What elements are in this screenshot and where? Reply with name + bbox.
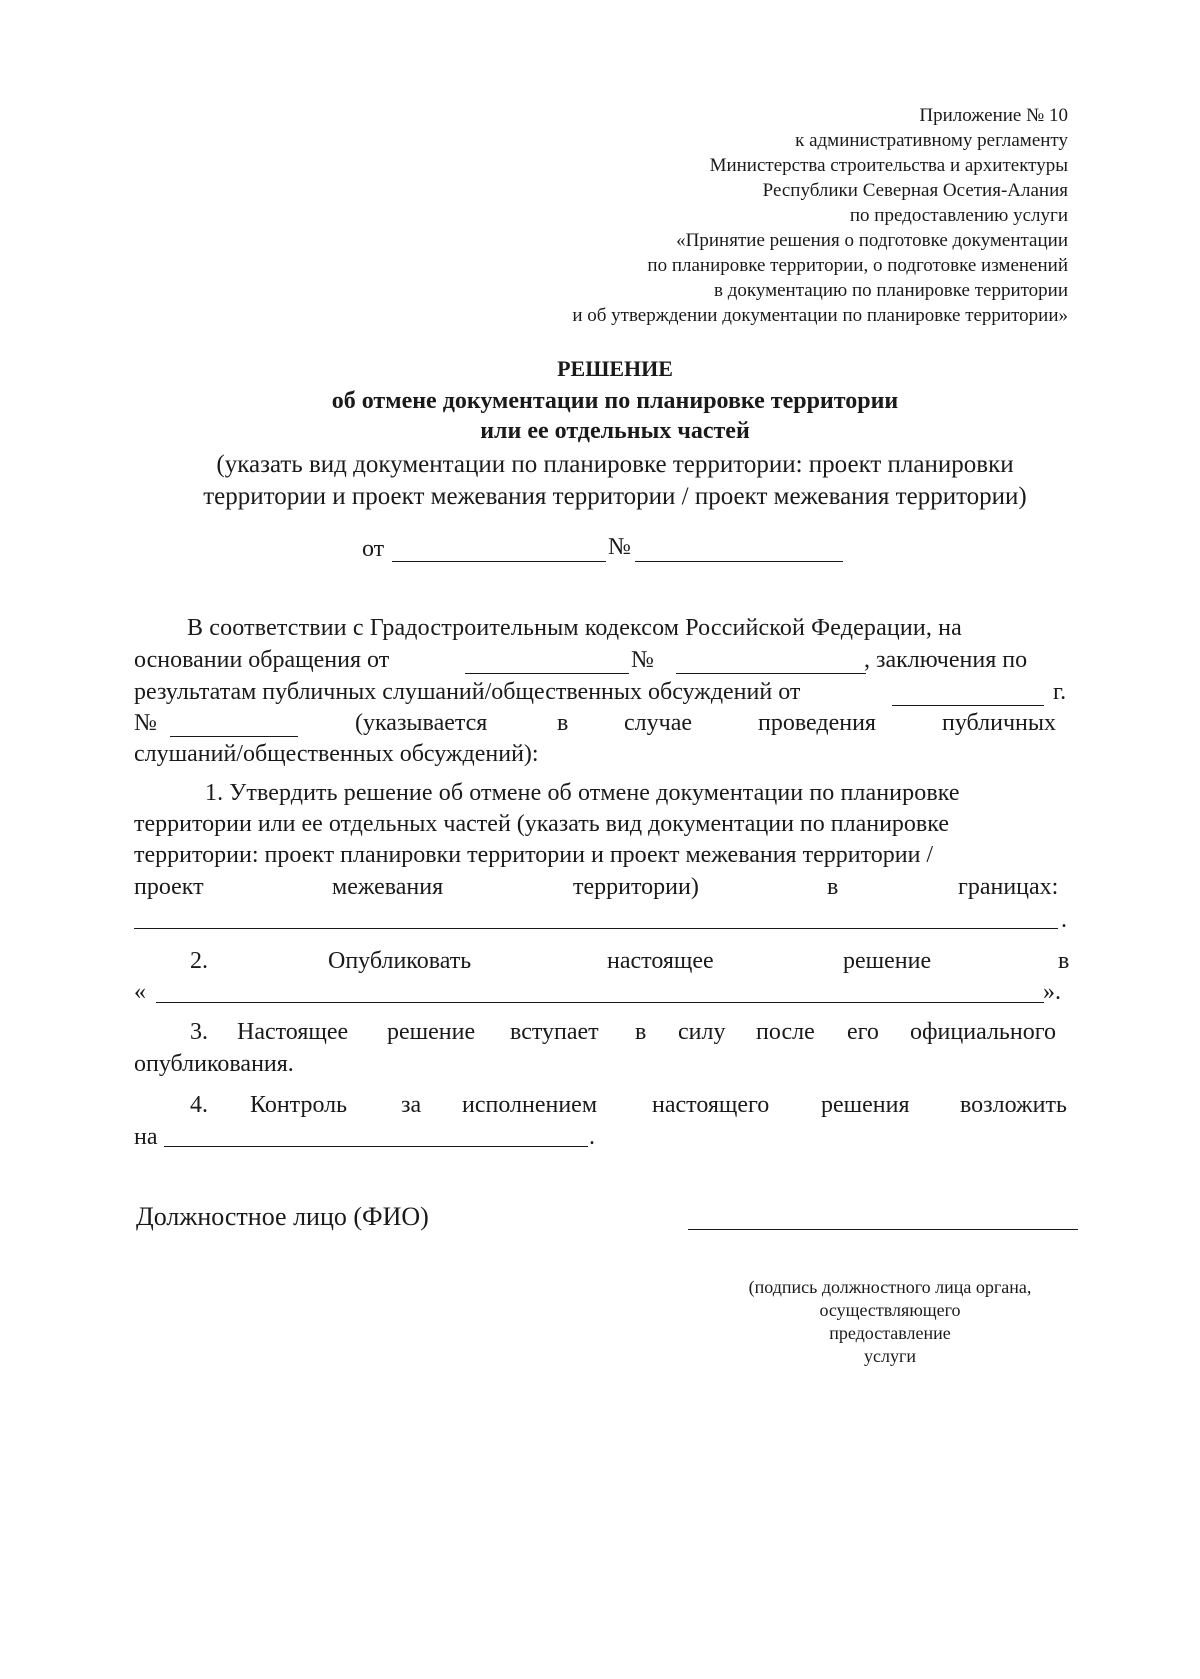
item-4-word-4: настоящего [652,1092,770,1118]
preamble-line-4c: в [557,710,569,736]
item-2-word-2: настоящее [607,948,714,974]
item-3-word-2: решение [387,1019,476,1045]
boundaries-blank[interactable] [134,928,1058,929]
item-1-line-4e: границах: [958,874,1059,900]
preamble-line-2c: , заключения по [864,647,1028,673]
document-subtitle-2: или ее отдельных частей [480,418,750,444]
appendix-line-4: Республики Северная Осетия-Алания [762,180,1068,201]
item-4-word-1: Контроль [250,1092,348,1118]
item-3-word-8: официального [910,1019,1056,1045]
number-label: № [608,534,631,560]
signature-caption-1: (подпись должностного лица органа, [748,1277,1032,1297]
document-note-2: территории и проект межевания территории / проект межевания территории) [203,483,1027,510]
appendix-line-6: «Принятие решения о подготовке документации [676,230,1068,251]
number-blank[interactable] [635,561,843,562]
item-3-line-2: опубликования. [134,1051,294,1077]
item-3-number: 3. [190,1019,208,1045]
document-title: РЕШЕНИЕ [557,356,673,381]
item-4-number: 4. [190,1092,208,1118]
item-4-word-6: возложить [960,1092,1067,1118]
item-1-line-1: 1. Утвердить решение об отмене об отмене документации по планировке [205,780,960,806]
date-from-label: от [362,536,385,562]
appendix-line-2: к административному регламенту [795,130,1068,151]
item-4-word-5: решения [821,1092,910,1118]
item-1-line-4a: проект [134,874,204,900]
item-2-word-4: в [1058,948,1070,974]
preamble-line-3a: результатам публичных слушаний/общественных обсуждений от [134,679,801,705]
hearing-date-blank[interactable] [892,705,1044,706]
document-note-1: (указать вид документации по планировке территории: проект планировки [216,451,1014,478]
appendix-line-9: и об утверждении документации по планировке территории» [572,305,1068,326]
item-1-line-5-end: . [1061,907,1067,933]
item-2-word-3: решение [843,948,932,974]
item-1-line-4c: территории) [573,874,699,900]
item-3-word-7: его [847,1019,879,1045]
preamble-line-4b: (указывается [355,710,488,736]
appendix-line-3: Министерства строительства и архитектуры [709,155,1068,176]
appendix-line-1: Приложение № 10 [919,105,1068,126]
preamble-line-4a: № [134,710,157,736]
item-1-line-2: территории или ее отдельных частей (указать вид документации по планировке [134,811,949,837]
appendix-line-5: по предоставлению услуги [849,205,1068,226]
official-label: Должностное лицо (ФИО) [136,1202,429,1231]
date-blank[interactable] [392,561,606,562]
document-subtitle-1: об отмене документации по планировке территории [331,388,899,414]
item-2-close-quote: ». [1043,979,1061,1005]
preamble-line-1: В соответствии с Градостроительным кодексом Российской Федерации, на [187,615,962,641]
item-2-open-quote: « [134,979,146,1005]
appeal-number-blank[interactable] [676,673,866,674]
preamble-line-2b: № [631,647,654,673]
item-4-word-3: исполнением [462,1092,598,1118]
item-1-line-3: территории: проект планировки территории и проект межевания территории / [134,842,934,868]
item-4-line-2a: на [134,1124,158,1150]
preamble-line-3b: г. [1053,679,1067,705]
signature-caption-2: осуществляющего [819,1300,961,1320]
item-4-line-2b: . [589,1124,595,1150]
signature-caption-4: услуги [864,1346,916,1366]
preamble-line-4e: проведения [758,710,876,736]
item-1-line-4b: межевания [332,874,444,900]
item-3-word-1: Настоящее [237,1019,349,1045]
signature-blank[interactable] [688,1229,1078,1230]
signature-caption-3: предоставление [829,1323,951,1343]
item-2-word-1: Опубликовать [328,948,472,974]
publication-source-blank[interactable] [156,1002,1044,1003]
item-3-word-4: в [635,1019,647,1045]
appendix-line-7: по планировке территории, о подготовке изменений [647,255,1068,276]
item-3-word-6: после [756,1019,815,1045]
preamble-line-2a: основании обращения от [134,647,390,673]
item-1-line-4d: в [827,874,839,900]
preamble-line-4d: случае [624,710,693,736]
item-2-number: 2. [190,948,208,974]
preamble-line-4f: публичных [942,710,1056,736]
appeal-date-blank[interactable] [465,673,629,674]
hearing-number-blank[interactable] [170,736,298,737]
item-4-word-2: за [401,1092,422,1118]
appendix-line-8: в документацию по планировке территории [713,280,1068,301]
item-3-word-3: вступает [510,1019,599,1045]
preamble-line-5: слушаний/общественных обсуждений): [134,741,539,767]
item-3-word-5: силу [678,1019,726,1045]
responsible-person-blank[interactable] [164,1146,588,1147]
